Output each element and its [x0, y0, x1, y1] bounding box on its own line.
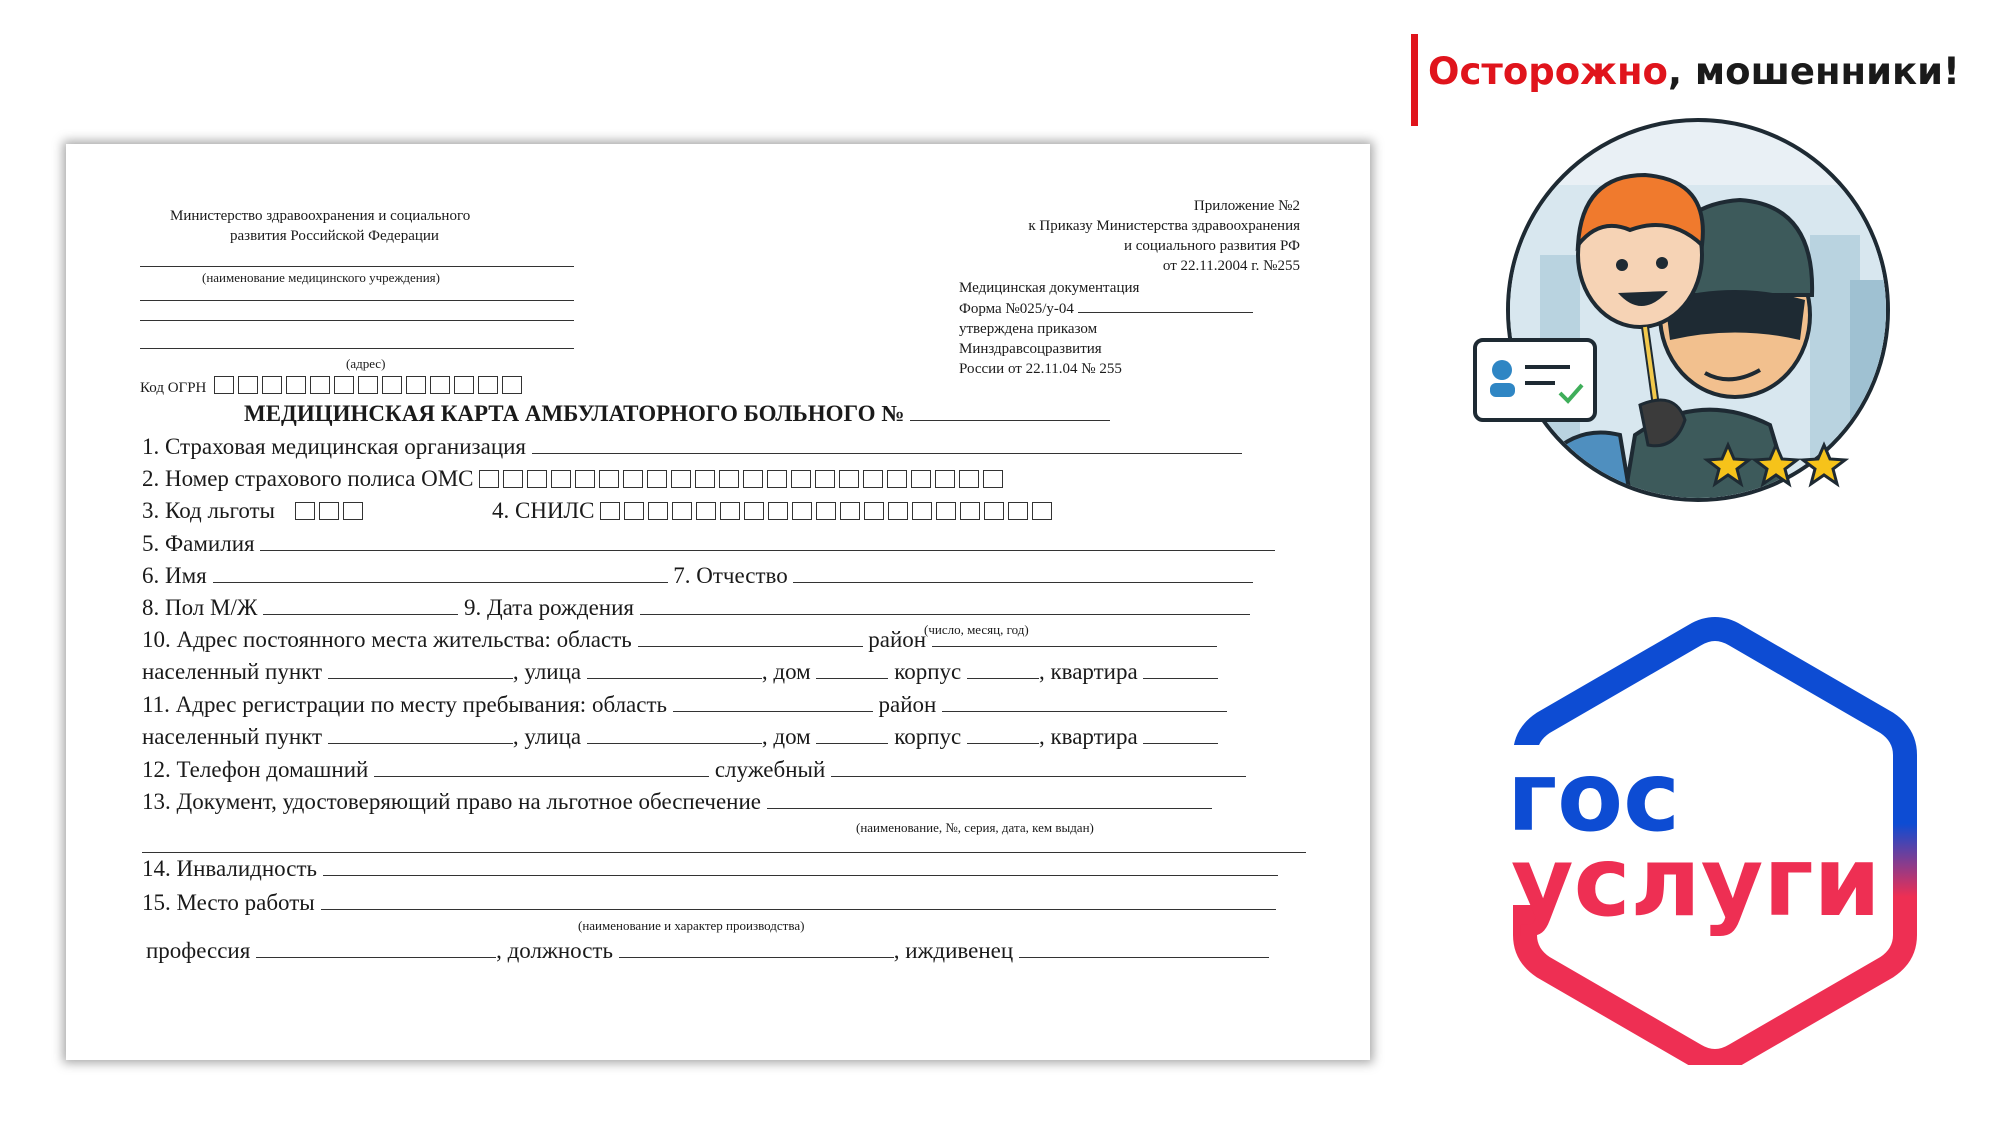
- field-workplace: 15. Место работы: [142, 888, 1276, 918]
- field-name: 6. Имя 7. Отчество: [142, 561, 1253, 591]
- gosuslugi-line1: гос: [1507, 741, 1681, 853]
- med-doc-line: России от 22.11.04 № 255: [959, 361, 1122, 377]
- ministry-line-1: Министерство здравоохранения и социального: [170, 208, 471, 224]
- med-doc-block: [959, 278, 1253, 379]
- field-profession: профессия , должность , иждивенец: [146, 936, 1269, 966]
- appendix-block: [1028, 196, 1300, 276]
- address-line: [140, 348, 574, 349]
- field-benefit-code: 3. Код льготы: [142, 496, 367, 526]
- dob-caption: (число, месяц, год): [924, 622, 1029, 637]
- field-sex-dob: 8. Пол М/Ж 9. Дата рождения: [142, 593, 1250, 623]
- benefit-doc-line: [142, 852, 1306, 853]
- field-address-stay: 11. Адрес регистрации по месту пребывания: область район: [142, 690, 1227, 720]
- appendix-line: к Приказу Министерства здравоохранения: [1028, 218, 1300, 234]
- form-title: МЕДИЦИНСКАЯ КАРТА АМБУЛАТОРНОГО БОЛЬНОГО №: [244, 400, 1110, 427]
- gosuslugi-line2: услуги: [1511, 826, 1881, 938]
- ogrn-boxes: [214, 380, 526, 396]
- medical-card-form: [66, 144, 1370, 1060]
- benefit-doc-caption: (наименование, №, серия, дата, кем выдан): [856, 820, 1094, 835]
- field-address-stay-2: населенный пункт , улица , дом корпус , квартира: [142, 722, 1218, 752]
- appendix-line: и социального развития РФ: [1123, 238, 1300, 254]
- warning-black-text: , мошенники!: [1667, 50, 1960, 93]
- institution-line: [140, 266, 574, 267]
- warning-red-text: Осторожно: [1428, 50, 1668, 93]
- med-doc-form: Форма №025/у-04: [959, 298, 1253, 319]
- field-phone: 12. Телефон домашний служебный: [142, 755, 1246, 785]
- ogrn-field: [140, 376, 526, 397]
- appendix-line: Приложение №2: [1193, 198, 1300, 214]
- field-disability: 14. Инвалидность: [142, 854, 1278, 884]
- field-address-permanent-2: населенный пункт , улица , дом корпус , квартира: [142, 657, 1218, 687]
- blank-line: [140, 300, 574, 301]
- field-snils: 4. СНИЛС: [492, 496, 1056, 526]
- med-doc-line: Медицинская документация: [959, 280, 1140, 296]
- field-policy: 2. Номер страхового полиса ОМС: [142, 464, 1007, 494]
- gosuslugi-logo: [1505, 615, 1925, 1065]
- field-surname: 5. Фамилия: [142, 529, 1275, 559]
- workplace-caption: (наименование и характер производства): [578, 918, 805, 933]
- address-caption: (адрес): [346, 356, 386, 371]
- med-doc-line: Минздравсоцразвития: [959, 341, 1102, 357]
- med-doc-line: утверждена приказом: [959, 321, 1098, 337]
- warning-accent-bar: [1411, 34, 1418, 126]
- institution-caption: (наименование медицинского учреждения): [202, 270, 440, 285]
- blank-line: [140, 320, 574, 321]
- field-insurer: 1. Страховая медицинская организация: [142, 432, 1242, 462]
- warning-heading: [1428, 50, 1960, 93]
- appendix-line: от 22.11.2004 г. №255: [1162, 258, 1300, 274]
- field-address-permanent: 10. Адрес постоянного места жительства: область район: [142, 625, 1217, 655]
- ogrn-label: Код ОГРН: [140, 380, 207, 396]
- field-benefit-doc: 13. Документ, удостоверяющий право на льготное обеспечение: [142, 787, 1212, 817]
- ministry-line-2: развития Российской Федерации: [230, 228, 439, 244]
- fraudster-illustration: [1470, 105, 1920, 525]
